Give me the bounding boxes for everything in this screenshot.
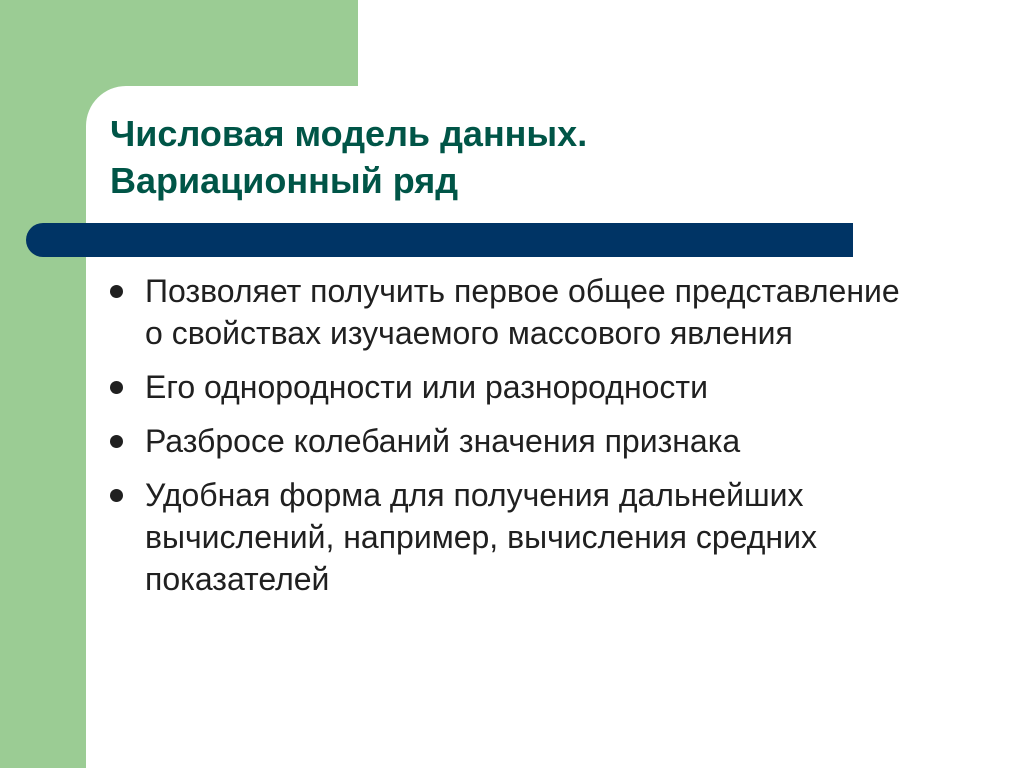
bullet-dot-icon <box>110 381 123 394</box>
bullet-text: Разбросе колебаний значения признака <box>145 423 741 459</box>
bullet-item-4 <box>104 474 904 600</box>
bullet-item-1 <box>104 270 904 354</box>
bullet-item-3 <box>104 420 904 462</box>
bullet-dot-icon <box>110 285 123 298</box>
bullet-dot-icon <box>110 435 123 448</box>
slide-title-line-1: Числовая модель данных. <box>110 113 588 154</box>
slide-title-line-2: Вариационный ряд <box>110 160 459 201</box>
title-divider-bar <box>26 223 853 257</box>
bullet-text: Позволяет получить первое общее представление о свойствах изучаемого массового явления <box>145 273 900 351</box>
bullet-text: Удобная форма для получения дальнейших вычислений, например, вычисления средних показателей <box>145 477 817 597</box>
bullet-list <box>104 270 904 612</box>
bullet-dot-icon <box>110 489 123 502</box>
slide-title <box>110 110 870 204</box>
bullet-text: Его однородности или разнородности <box>145 369 708 405</box>
bullet-item-2 <box>104 366 904 408</box>
